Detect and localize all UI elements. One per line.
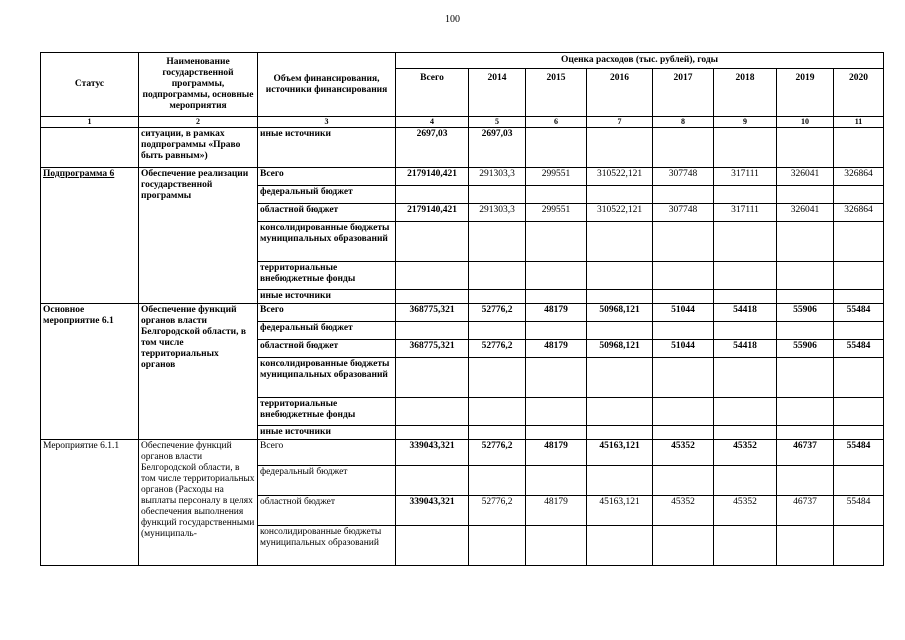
header-year-2016: 2016 [587, 69, 653, 117]
value-cell [777, 222, 834, 262]
value-cell [469, 358, 526, 398]
table-row [41, 304, 884, 322]
source-cell: Всего [258, 440, 396, 466]
value-cell [526, 358, 587, 398]
value-cell [653, 128, 714, 168]
value-cell [526, 426, 587, 440]
source-cell: федеральный бюджет [258, 322, 396, 340]
value-cell [653, 322, 714, 340]
value-cell: 51044 [653, 304, 714, 322]
page-number: 100 [445, 14, 460, 25]
value-cell [834, 262, 884, 290]
value-cell [834, 222, 884, 262]
source-cell: консолидированные бюджеты муниципальных образований [258, 358, 396, 398]
status-cell [41, 128, 139, 168]
value-cell [587, 290, 653, 304]
value-cell: 52776,2 [469, 440, 526, 466]
value-cell [834, 128, 884, 168]
value-cell [714, 526, 777, 566]
value-cell: 307748 [653, 168, 714, 186]
table-row [41, 168, 884, 186]
column-number: 2 [139, 117, 258, 128]
value-cell: 52776,2 [469, 304, 526, 322]
value-cell [396, 398, 469, 426]
value-cell [587, 262, 653, 290]
value-cell: 50968,121 [587, 340, 653, 358]
source-cell: территориальные внебюджетные фонды [258, 398, 396, 426]
value-cell [396, 358, 469, 398]
value-cell [653, 466, 714, 496]
value-cell [777, 426, 834, 440]
value-cell: 326041 [777, 204, 834, 222]
value-cell: 307748 [653, 204, 714, 222]
value-cell [777, 290, 834, 304]
value-cell [396, 186, 469, 204]
status-cell: Подпрограмма 6 [41, 168, 139, 304]
value-cell: 55484 [834, 340, 884, 358]
value-cell [653, 290, 714, 304]
value-cell [469, 322, 526, 340]
source-cell: иные источники [258, 290, 396, 304]
value-cell: 55484 [834, 496, 884, 526]
column-number: 7 [587, 117, 653, 128]
value-cell: 310522,121 [587, 204, 653, 222]
value-cell: 48179 [526, 340, 587, 358]
value-cell: 317111 [714, 204, 777, 222]
value-cell [469, 222, 526, 262]
source-cell: Всего [258, 304, 396, 322]
header-year-2018: 2018 [714, 69, 777, 117]
value-cell [396, 322, 469, 340]
value-cell: 45352 [714, 440, 777, 466]
value-cell: 51044 [653, 340, 714, 358]
value-cell: 55484 [834, 440, 884, 466]
status-cell: Мероприятие 6.1.1 [41, 440, 139, 566]
value-cell [653, 222, 714, 262]
value-cell [777, 398, 834, 426]
header-name: Наименование государственной программы, подпрограммы, основные мероприятия [139, 53, 258, 117]
value-cell: 45163,121 [587, 496, 653, 526]
value-cell [777, 466, 834, 496]
value-cell: 48179 [526, 304, 587, 322]
column-number: 10 [777, 117, 834, 128]
value-cell [396, 290, 469, 304]
status-cell: Основное мероприятие 6.1 [41, 304, 139, 440]
value-cell: 299551 [526, 204, 587, 222]
value-cell [834, 186, 884, 204]
value-cell [714, 322, 777, 340]
value-cell: 54418 [714, 304, 777, 322]
value-cell [396, 526, 469, 566]
value-cell [714, 128, 777, 168]
value-cell: 339043,321 [396, 496, 469, 526]
value-cell [834, 426, 884, 440]
value-cell [587, 466, 653, 496]
source-cell: Всего [258, 168, 396, 186]
value-cell: 55484 [834, 304, 884, 322]
value-cell: 52776,2 [469, 496, 526, 526]
value-cell [526, 398, 587, 426]
value-cell [714, 358, 777, 398]
value-cell: 326041 [777, 168, 834, 186]
value-cell: 368775,321 [396, 304, 469, 322]
source-cell: областной бюджет [258, 340, 396, 358]
value-cell [834, 466, 884, 496]
value-cell: 368775,321 [396, 340, 469, 358]
header-estimate: Оценка расходов (тыс. рублей), годы [396, 53, 884, 69]
value-cell: 55906 [777, 304, 834, 322]
value-cell: 52776,2 [469, 340, 526, 358]
value-cell: 299551 [526, 168, 587, 186]
source-cell: областной бюджет [258, 204, 396, 222]
source-cell: иные источники [258, 128, 396, 168]
value-cell [526, 128, 587, 168]
value-cell [469, 186, 526, 204]
header-year-2015: 2015 [526, 69, 587, 117]
value-cell [587, 398, 653, 426]
value-cell [526, 526, 587, 566]
value-cell: 46737 [777, 496, 834, 526]
value-cell [587, 526, 653, 566]
value-cell [834, 290, 884, 304]
header-year-2019: 2019 [777, 69, 834, 117]
value-cell [653, 526, 714, 566]
source-cell: консолидированные бюджеты муниципальных образований [258, 222, 396, 262]
column-number-row [41, 117, 884, 128]
value-cell [469, 398, 526, 426]
value-cell [396, 426, 469, 440]
source-cell: иные источники [258, 426, 396, 440]
header-year-2020: 2020 [834, 69, 884, 117]
value-cell [834, 358, 884, 398]
value-cell [587, 186, 653, 204]
header-year-total: Всего [396, 69, 469, 117]
column-number: 1 [41, 117, 139, 128]
value-cell: 45352 [653, 496, 714, 526]
budget-table-wrapper [40, 52, 883, 566]
value-cell [777, 186, 834, 204]
value-cell [653, 398, 714, 426]
value-cell [469, 526, 526, 566]
value-cell [526, 222, 587, 262]
value-cell: 326864 [834, 204, 884, 222]
value-cell: 46737 [777, 440, 834, 466]
table-row [41, 128, 884, 168]
source-cell: территориальные внебюджетные фонды [258, 262, 396, 290]
table-row [41, 440, 884, 466]
value-cell [396, 222, 469, 262]
value-cell [396, 466, 469, 496]
value-cell [714, 466, 777, 496]
value-cell [587, 358, 653, 398]
header-status: Статус [41, 53, 139, 117]
value-cell [777, 128, 834, 168]
value-cell: 45163,121 [587, 440, 653, 466]
column-number: 6 [526, 117, 587, 128]
column-number: 5 [469, 117, 526, 128]
value-cell [653, 186, 714, 204]
value-cell [469, 426, 526, 440]
value-cell: 2179140,421 [396, 168, 469, 186]
header-year-2014: 2014 [469, 69, 526, 117]
value-cell: 48179 [526, 440, 587, 466]
value-cell: 310522,121 [587, 168, 653, 186]
value-cell [777, 526, 834, 566]
value-cell [653, 262, 714, 290]
value-cell: 291303,3 [469, 204, 526, 222]
source-cell: федеральный бюджет [258, 466, 396, 496]
column-number: 4 [396, 117, 469, 128]
value-cell [714, 290, 777, 304]
value-cell [469, 262, 526, 290]
column-number: 3 [258, 117, 396, 128]
value-cell [526, 186, 587, 204]
value-cell: 54418 [714, 340, 777, 358]
name-cell: Обеспечение функций органов власти Белгородской области, в том числе территориальных органов (Расходы на выплаты персоналу в целях обеспечения выполнения функций государственными (муниципаль- [139, 440, 258, 566]
value-cell [587, 128, 653, 168]
header-funding: Объем финансирования, источники финансирования [258, 53, 396, 117]
value-cell [396, 262, 469, 290]
name-cell: Обеспечение функций органов власти Белгородской области, в том числе территориальных органов [139, 304, 258, 440]
value-cell [834, 526, 884, 566]
header-year-2017: 2017 [653, 69, 714, 117]
value-cell [526, 466, 587, 496]
name-cell: ситуации, в рамках подпрограммы «Право быть равным») [139, 128, 258, 168]
column-number: 9 [714, 117, 777, 128]
name-cell: Обеспечение реализации государственной программы [139, 168, 258, 304]
source-cell: федеральный бюджет [258, 186, 396, 204]
value-cell [834, 398, 884, 426]
value-cell [714, 222, 777, 262]
value-cell [653, 358, 714, 398]
value-cell [714, 262, 777, 290]
column-number: 8 [653, 117, 714, 128]
value-cell: 2697,03 [396, 128, 469, 168]
value-cell [526, 262, 587, 290]
value-cell: 317111 [714, 168, 777, 186]
value-cell [714, 398, 777, 426]
value-cell [587, 322, 653, 340]
value-cell [834, 322, 884, 340]
value-cell: 50968,121 [587, 304, 653, 322]
value-cell: 339043,321 [396, 440, 469, 466]
value-cell: 2179140,421 [396, 204, 469, 222]
column-number: 11 [834, 117, 884, 128]
value-cell: 326864 [834, 168, 884, 186]
value-cell [714, 426, 777, 440]
value-cell: 45352 [653, 440, 714, 466]
value-cell [653, 426, 714, 440]
value-cell [777, 262, 834, 290]
source-cell: областной бюджет [258, 496, 396, 526]
value-cell: 45352 [714, 496, 777, 526]
value-cell: 48179 [526, 496, 587, 526]
value-cell [714, 186, 777, 204]
value-cell [526, 290, 587, 304]
value-cell [469, 290, 526, 304]
value-cell [777, 322, 834, 340]
value-cell [469, 466, 526, 496]
value-cell: 2697,03 [469, 128, 526, 168]
budget-table [40, 52, 884, 566]
value-cell [777, 358, 834, 398]
value-cell [587, 222, 653, 262]
value-cell: 55906 [777, 340, 834, 358]
value-cell [587, 426, 653, 440]
source-cell: консолидированные бюджеты муниципальных образований [258, 526, 396, 566]
value-cell: 291303,3 [469, 168, 526, 186]
value-cell [526, 322, 587, 340]
